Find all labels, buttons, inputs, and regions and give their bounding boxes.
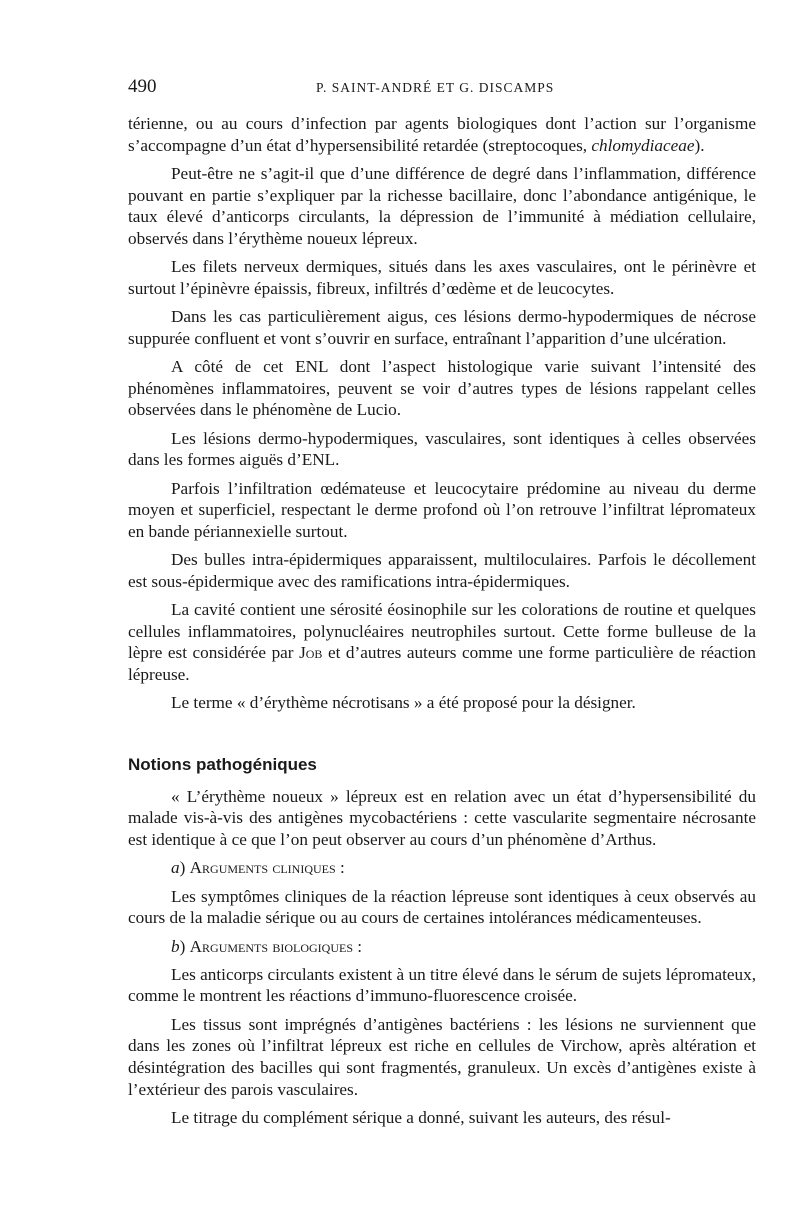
- body-text: [128, 113, 756, 1135]
- paragraph: térienne, ou au cours d’infection par agents biologiques dont l’action sur l’organisme s’accompagne d’un état d’hypersensibilité retardée (streptocoques, chlomydiaceae).: [128, 114, 756, 155]
- subsection-heading: b) Arguments biologiques :: [171, 936, 363, 956]
- paragraph: La cavité contient une sérosité éosinophile sur les colorations de routine et quelques cellules inflammatoires, polynucléaires neutrophiles surtout. Cette forme bulleuse de la lèpre est considérée par Job et d’autres auteurs comme une forme particulière de réaction lépreuse.: [128, 600, 756, 685]
- paragraph: Dans les cas particulièrement aigus, ces lésions dermo-hypodermiques de nécrose suppurée confluent et vont s’ouvrir en surface, entraînant l’apparition d’une ulcération.: [128, 307, 756, 348]
- paragraph: Les lésions dermo-hypodermiques, vasculaires, sont identiques à celles observées dans les formes aiguës d’ENL.: [128, 428, 756, 470]
- page-header: [128, 76, 756, 98]
- italic-term: chlomydiaceae: [591, 135, 695, 155]
- section-heading: Notions pathogéniques: [128, 755, 317, 775]
- paragraph: Les tissus sont imprégnés d’antigènes bactériens : les lésions ne surviennent que dans les zones où l’infiltrat lépreux est riche en cellules de Virchow, après altération et désintégration des bacilles qui sont fragmentés, granuleux. Un excès d’antigènes existe à l’extérieur des parois vasculaires.: [128, 1014, 756, 1099]
- paragraph: Le terme « d’érythème nécrotisans » a été proposé pour la désigner.: [171, 693, 636, 713]
- paragraph: Peut-être ne s’agit-il que d’une différence de degré dans l’inflammation, différence pouvant en partie s’expliquer par la richesse bacillaire, donc l’abondance antigénique, le taux élevé d’anticorps circulants, la dépression de l’immunité à médiation cellulaire, observés dans l’érythème noueux lépreux.: [128, 163, 756, 249]
- paragraph: Les filets nerveux dermiques, situés dans les axes vasculaires, ont le périnèvre et surtout l’épinèvre épaissis, fibreux, infiltrés d’œdème et de leucocytes.: [128, 257, 756, 298]
- paragraph: Le titrage du complément sérique a donné, suivant les auteurs, des résul-: [171, 1107, 671, 1127]
- subsection-heading: a) Arguments cliniques :: [171, 858, 345, 878]
- paragraph: Les anticorps circulants existent à un titre élevé dans le sérum de sujets lépromateux, comme le montrent les réactions d’immuno-fluorescence croisée.: [128, 964, 756, 1006]
- paragraph: Des bulles intra-épidermiques apparaissent, multiloculaires. Parfois le décollement est sous-épidermique avec des ramifications intra-épidermiques.: [128, 550, 756, 591]
- page-number: 490: [128, 76, 157, 97]
- paragraph: « L’érythème noueux » lépreux est en relation avec un état d’hypersensibilité du malade vis-à-vis des antigènes mycobactériens : cette vascularite segmentaire nécrosante est identique à ce que l’on peut observer au cours d’un phénomène d’Arthus.: [128, 786, 756, 850]
- paragraph: A côté de cet ENL dont l’aspect histologique varie suivant l’intensité des phénomènes inflammatoires, peuvent se voir d’autres types de lésions rappelant celles observées dans le phénomène de Lucio.: [128, 357, 756, 420]
- running-head: P. SAINT-ANDRÉ ET G. DISCAMPS: [316, 80, 555, 95]
- author-name: Job: [299, 643, 323, 663]
- paragraph: Les symptômes cliniques de la réaction lépreuse sont identiques à ceux observés au cours de la maladie sérique ou au cours de certaines intolérances médicamenteuses.: [128, 886, 756, 928]
- paragraph: Parfois l’infiltration œdémateuse et leucocytaire prédomine au niveau du derme moyen et superficiel, respectant le derme profond où l’on retrouve l’infiltrat lépromateux en bande périannexielle surtout.: [128, 478, 756, 541]
